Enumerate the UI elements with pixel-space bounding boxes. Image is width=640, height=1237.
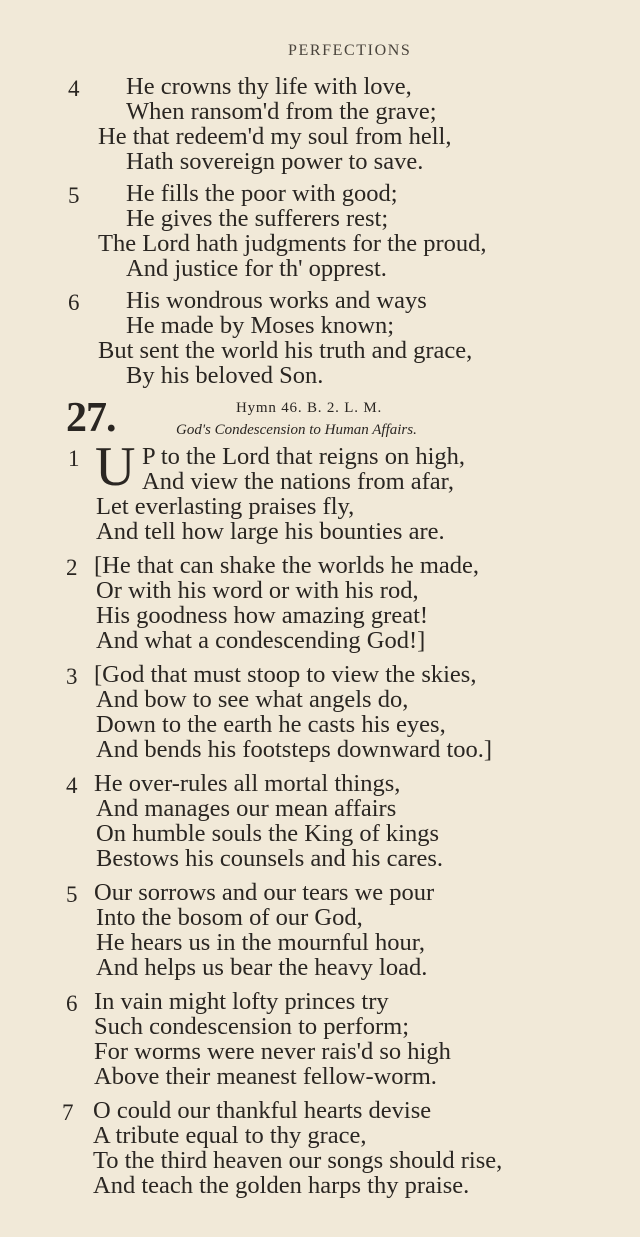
verse-line: He made by Moses known;: [126, 312, 395, 339]
stanza-number: 4: [68, 76, 80, 101]
verse-line: He crowns thy life with love,: [126, 73, 412, 100]
verse-line: By his beloved Son.: [126, 362, 324, 389]
verse-line: When ransom'd from the grave;: [126, 98, 437, 125]
verse-line: O could our thankful hearts devise: [93, 1097, 432, 1124]
stanza-number: 4: [66, 773, 78, 798]
verse-line: Let everlasting praises fly,: [96, 493, 355, 520]
verse-line: A tribute equal to thy grace,: [93, 1122, 367, 1149]
verse-line: He that redeem'd my soul from hell,: [98, 123, 452, 150]
verse-line: He gives the sufferers rest;: [126, 205, 389, 232]
verse-line: And manages our mean affairs: [96, 795, 397, 822]
stanza-number: 3: [66, 664, 78, 689]
verse-line: Or with his word or with his rod,: [96, 577, 419, 604]
verse-line: Into the bosom of our God,: [96, 904, 363, 931]
hymn-number: 27.: [66, 395, 116, 441]
verse-line: Bestows his counsels and his cares.: [96, 845, 444, 872]
verse-line: And helps us bear the heavy load.: [96, 954, 428, 981]
verse-line: For worms were never rais'd so high: [94, 1038, 451, 1065]
running-header: PERFECTIONS: [288, 42, 412, 59]
verse-line: P to the Lord that reigns on high,: [142, 443, 465, 470]
hymn-subtitle: God's Condescension to Human Affairs.: [176, 422, 417, 438]
verse-line: [He that can shake the worlds he made,: [94, 552, 480, 579]
verse-line: In vain might lofty princes try: [94, 988, 389, 1015]
verse-line: To the third heaven our songs should rise,: [93, 1147, 503, 1174]
verse-line: But sent the world his truth and grace,: [98, 337, 473, 364]
verse-line: Such condescension to perform;: [94, 1013, 410, 1040]
verse-line: He fills the poor with good;: [126, 180, 398, 207]
drop-cap: U: [95, 436, 136, 498]
verse-line: His wondrous works and ways: [126, 287, 427, 314]
verse-line: And view the nations from afar,: [142, 468, 454, 495]
verse-line: Above their meanest fellow-worm.: [94, 1063, 437, 1090]
verse-line: And teach the golden harps thy praise.: [93, 1172, 470, 1199]
verse-line: He hears us in the mournful hour,: [96, 929, 426, 956]
stanza-number: 1: [68, 446, 80, 471]
verse-line: Hath sovereign power to save.: [126, 148, 424, 175]
stanza-number: 5: [68, 183, 80, 208]
verse-line: His goodness how amazing great!: [96, 602, 429, 629]
stanza-number: 2: [66, 555, 78, 580]
verse-line: And what a condescending God!]: [96, 627, 426, 654]
stanza-number: 7: [62, 1100, 74, 1125]
stanza-number: 6: [66, 991, 78, 1016]
verse-line: [God that must stoop to view the skies,: [94, 661, 477, 688]
verse-line: And bends his footsteps downward too.]: [96, 736, 493, 763]
verse-line: And justice for th' opprest.: [126, 255, 387, 282]
verse-line: The Lord hath judgments for the proud,: [98, 230, 487, 257]
hymn-meter: Hymn 46. B. 2. L. M.: [236, 400, 383, 416]
verse-line: Down to the earth he casts his eyes,: [96, 711, 446, 738]
stanza-number: 5: [66, 882, 78, 907]
stanza-number: 6: [68, 290, 80, 315]
verse-line: On humble souls the King of kings: [96, 820, 439, 847]
verse-line: He over-rules all mortal things,: [94, 770, 401, 797]
verse-line: Our sorrows and our tears we pour: [94, 879, 435, 906]
verse-line: And tell how large his bounties are.: [96, 518, 445, 545]
verse-line: And bow to see what angels do,: [96, 686, 409, 713]
